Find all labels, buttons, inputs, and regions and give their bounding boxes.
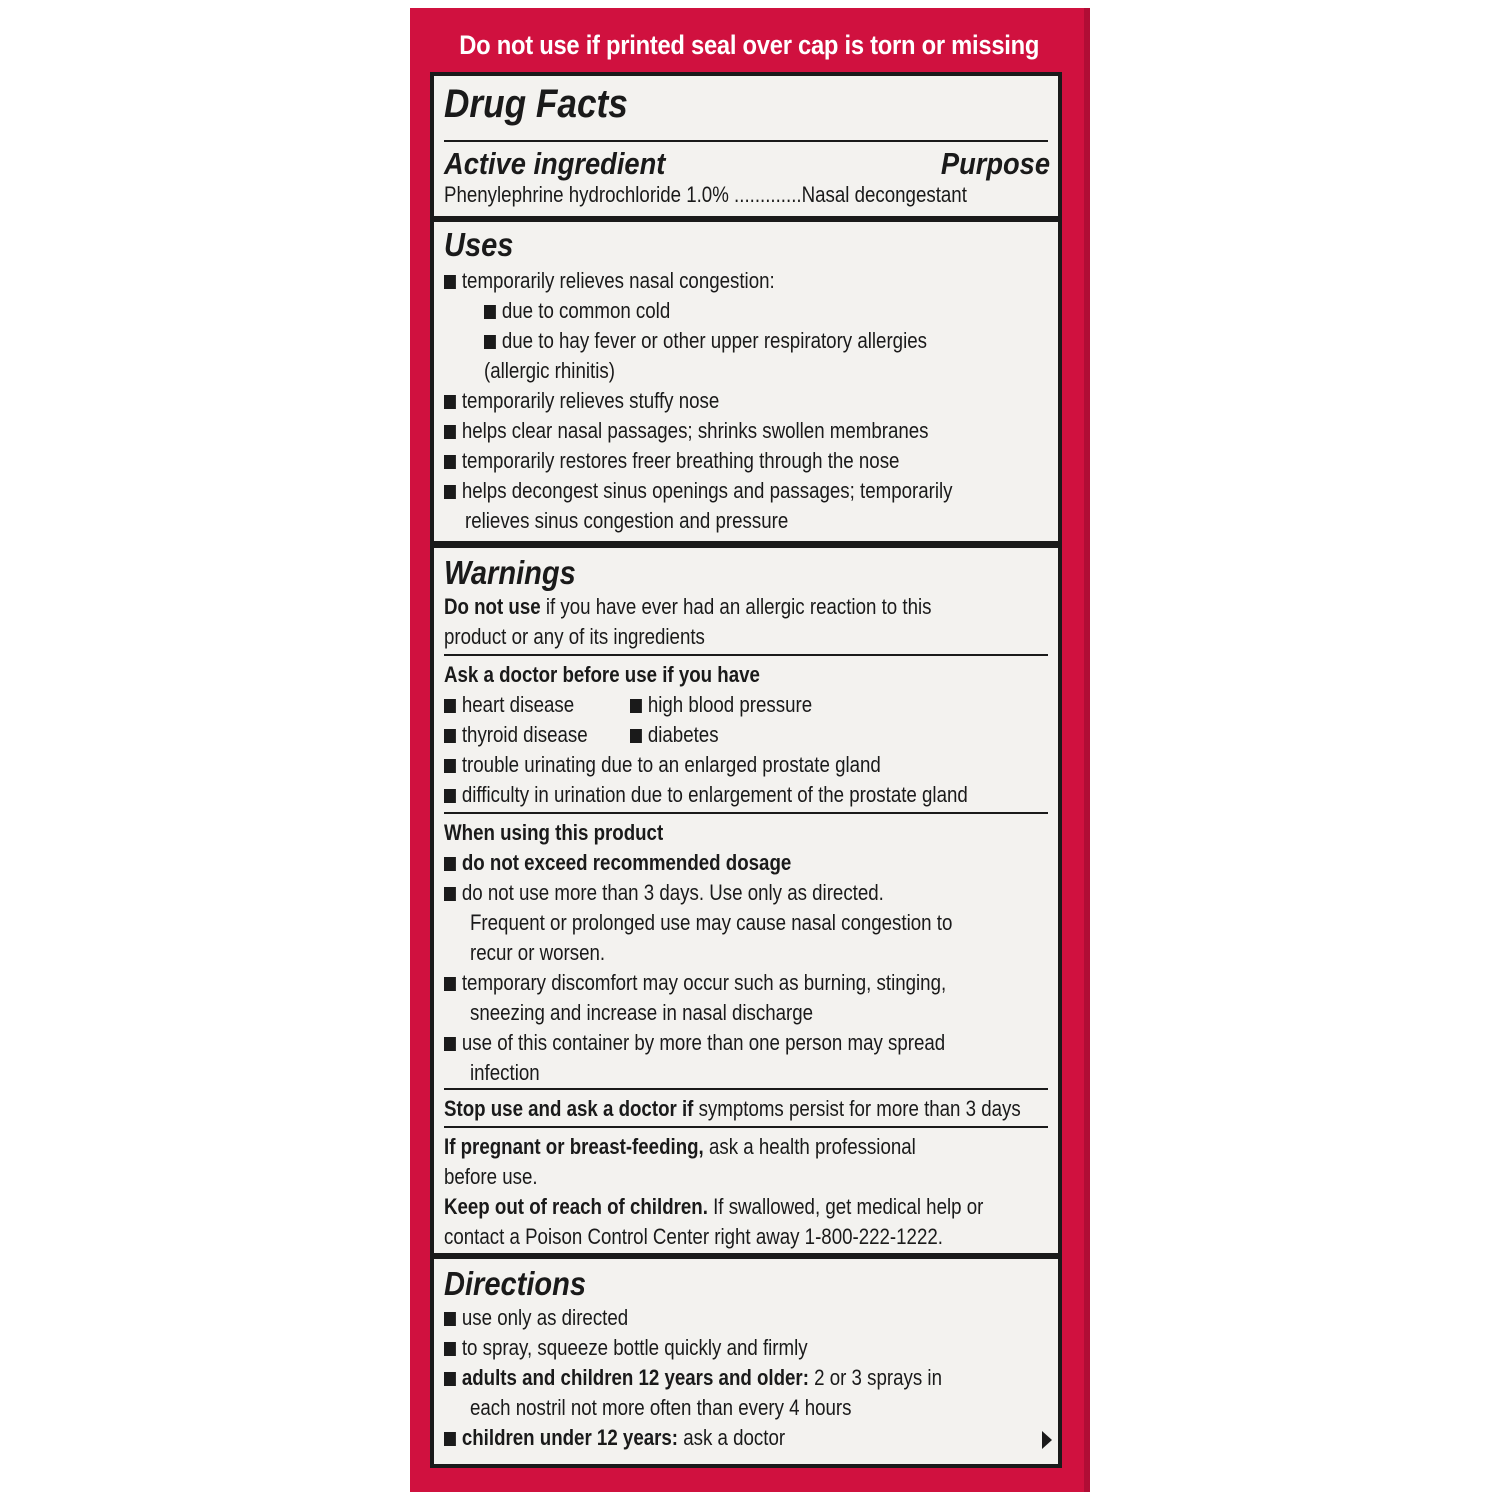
bullet-icon	[444, 887, 456, 901]
uses-heading: Uses	[444, 226, 514, 263]
bullet-icon	[630, 699, 642, 713]
drug-facts-header-panel	[430, 72, 1062, 220]
active-ingredient-heading: Active ingredient	[444, 146, 666, 181]
bullet-icon	[444, 1037, 456, 1051]
list-item: do not use more than 3 days. Use only as directed.	[444, 880, 884, 906]
list-item-continuation: relieves sinus congestion and pressure	[465, 508, 789, 533]
active-ingredient-purpose: Nasal decongestant	[801, 182, 967, 207]
pregnancy-text: If pregnant or breast-feeding, ask a health professional	[444, 1134, 916, 1159]
list-item: due to common cold	[484, 298, 670, 324]
divider	[444, 654, 1048, 656]
list-item-continuation: recur or worsen.	[470, 940, 606, 965]
poison-control-text: contact a Poison Control Center right away 1-800-222-1222.	[444, 1224, 943, 1249]
bullet-icon	[484, 305, 496, 319]
bullet-icon	[444, 729, 456, 743]
list-item-continuation: infection	[470, 1060, 540, 1085]
list-item: trouble urinating due to an enlarged prostate gland	[444, 752, 881, 778]
bullet-icon	[444, 455, 456, 469]
list-item: temporarily restores freer breathing through the nose	[444, 448, 899, 474]
list-item: temporarily relieves stuffy nose	[444, 388, 719, 414]
drug-facts-title: Drug Facts	[444, 82, 628, 126]
bullet-icon	[444, 789, 456, 803]
bullet-icon	[444, 1432, 456, 1446]
bullet-icon	[444, 485, 456, 499]
warnings-heading: Warnings	[444, 554, 576, 591]
active-ingredient-row	[444, 182, 967, 208]
bullet-icon	[444, 275, 456, 289]
divider	[444, 1088, 1048, 1090]
list-item: diabetes	[630, 722, 719, 748]
bullet-icon	[444, 977, 456, 991]
list-item-continuation: (allergic rhinitis)	[484, 358, 615, 383]
pregnancy-text-cont: before use.	[444, 1164, 538, 1189]
warnings-panel	[430, 544, 1062, 1257]
list-item: temporarily relieves nasal congestion:	[444, 268, 775, 294]
list-item: use only as directed	[444, 1305, 628, 1331]
list-item-continuation: each nostril not more often than every 4 hours	[470, 1395, 852, 1420]
ask-doctor-heading: Ask a doctor before use if you have	[444, 662, 760, 687]
drug-facts-label	[410, 8, 1090, 1492]
do-not-use-text-cont: product or any of its ingredients	[444, 624, 705, 649]
directions-heading: Directions	[444, 1265, 587, 1302]
divider	[444, 140, 1048, 142]
list-item: thyroid disease	[444, 722, 588, 748]
bullet-icon	[630, 729, 642, 743]
list-item: temporary discomfort may occur such as burning, stinging,	[444, 970, 946, 996]
list-item: use of this container by more than one person may spread	[444, 1030, 945, 1056]
list-item: helps clear nasal passages; shrinks swollen membranes	[444, 418, 929, 444]
purpose-heading: Purpose	[940, 146, 1050, 181]
bullet-icon	[444, 1372, 456, 1386]
divider	[444, 1126, 1048, 1128]
seal-warning: Do not use if printed seal over cap is torn or missing	[459, 30, 1040, 60]
list-item: heart disease	[444, 692, 574, 718]
list-item: adults and children 12 years and older: 2 or 3 sprays in	[444, 1365, 942, 1391]
bullet-icon	[444, 759, 456, 773]
uses-panel	[430, 218, 1062, 545]
list-item: high blood pressure	[630, 692, 812, 718]
bullet-icon	[444, 1312, 456, 1326]
stop-use-text: Stop use and ask a doctor if symptoms persist for more than 3 days	[444, 1096, 1021, 1121]
list-item: due to hay fever or other upper respiratory allergies	[484, 328, 927, 354]
bullet-icon	[444, 395, 456, 409]
divider	[444, 812, 1048, 814]
list-item: do not exceed recommended dosage	[444, 850, 791, 876]
bullet-icon	[484, 335, 496, 349]
continue-arrow-icon	[1042, 1431, 1052, 1449]
bullet-icon	[444, 1342, 456, 1356]
do-not-use-text: Do not use if you have ever had an allergic reaction to this	[444, 594, 932, 619]
list-item: to spray, squeeze bottle quickly and firmly	[444, 1335, 808, 1361]
bullet-icon	[444, 425, 456, 439]
when-using-heading: When using this product	[444, 820, 664, 845]
list-item-continuation: Frequent or prolonged use may cause nasal congestion to	[470, 910, 953, 935]
list-item: children under 12 years: ask a doctor	[444, 1425, 785, 1451]
dot-leader: .............	[734, 182, 802, 207]
keep-out-text: Keep out of reach of children. If swallowed, get medical help or	[444, 1194, 984, 1219]
bullet-icon	[444, 857, 456, 871]
directions-panel	[430, 1255, 1062, 1468]
list-item: helps decongest sinus openings and passages; temporarily	[444, 478, 953, 504]
bullet-icon	[444, 699, 456, 713]
list-item-continuation: sneezing and increase in nasal discharge	[470, 1000, 814, 1025]
list-item: difficulty in urination due to enlargement of the prostate gland	[444, 782, 968, 808]
active-ingredient-name: Phenylephrine hydrochloride 1.0%	[444, 182, 729, 207]
